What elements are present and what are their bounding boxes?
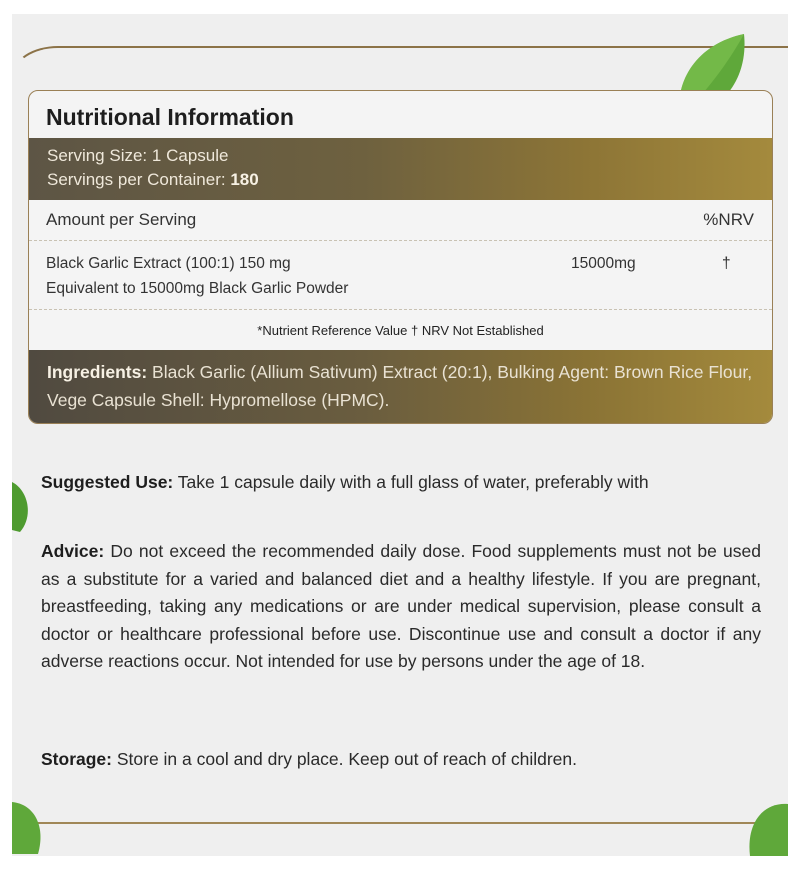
nutrition-panel xyxy=(28,90,773,424)
panel-title: Nutritional Information xyxy=(46,104,294,130)
nrv-footnote: *Nutrient Reference Value † NRV Not Established xyxy=(257,323,544,338)
leaf-icon xyxy=(742,800,788,856)
suggested-use-label: Suggested Use: xyxy=(41,472,174,492)
nutrient-equivalent: Equivalent to 15000mg Black Garlic Powder xyxy=(46,280,349,297)
storage-text: Store in a cool and dry place. Keep out of reach of children. xyxy=(116,749,578,769)
servings-label: Servings per Container: xyxy=(47,170,226,189)
ingredients-text: Black Garlic (Allium Sativum) Extract (20:1), Bulking Agent: Brown Rice Flour, Vege Capsule Shell: Hypromellose (HPMC). xyxy=(47,362,753,410)
ingredients-band xyxy=(29,350,772,423)
serving-band xyxy=(29,138,772,200)
advice-text: Do not exceed the recommended daily dose. Food supplements must not be used as a substitute for a varied and balanced diet and a healthy lifestyle. If you are pregnant, breastfeeding, taking any medications or are under medical supervision, please consult a doctor or healthcare professional before use. Discontinue use and consult a doctor if any adverse reactions occur. Not intended for use by persons under the age of 18. xyxy=(41,541,761,672)
table-row xyxy=(29,241,772,310)
suggested-use xyxy=(41,472,761,493)
nutrient-name: Black Garlic Extract (100:1) 150 mg xyxy=(46,255,291,272)
leaf-icon xyxy=(12,480,32,534)
frame-line-bottom xyxy=(12,822,788,824)
amount-header: Amount per Serving xyxy=(46,210,197,229)
nutrient-nrv: † xyxy=(722,255,731,272)
label-canvas xyxy=(12,14,788,856)
storage xyxy=(41,749,761,770)
serving-size xyxy=(47,144,772,168)
suggested-use-text: Take 1 capsule daily with a full glass of water, preferably with xyxy=(177,472,649,492)
storage-label: Storage: xyxy=(41,749,112,769)
nutrient-amount: 15000mg xyxy=(571,255,636,272)
leaf-icon xyxy=(12,796,46,856)
advice-label: Advice: xyxy=(41,541,105,561)
serving-size-value: 1 Capsule xyxy=(151,146,229,165)
serving-size-label: Serving Size: xyxy=(47,146,148,165)
advice xyxy=(41,538,761,676)
table-header xyxy=(29,200,772,241)
servings-value: 180 xyxy=(230,170,259,189)
servings-per-container xyxy=(47,168,772,192)
ingredients-label: Ingredients: xyxy=(47,362,148,382)
nrv-header: %NRV xyxy=(703,210,754,229)
